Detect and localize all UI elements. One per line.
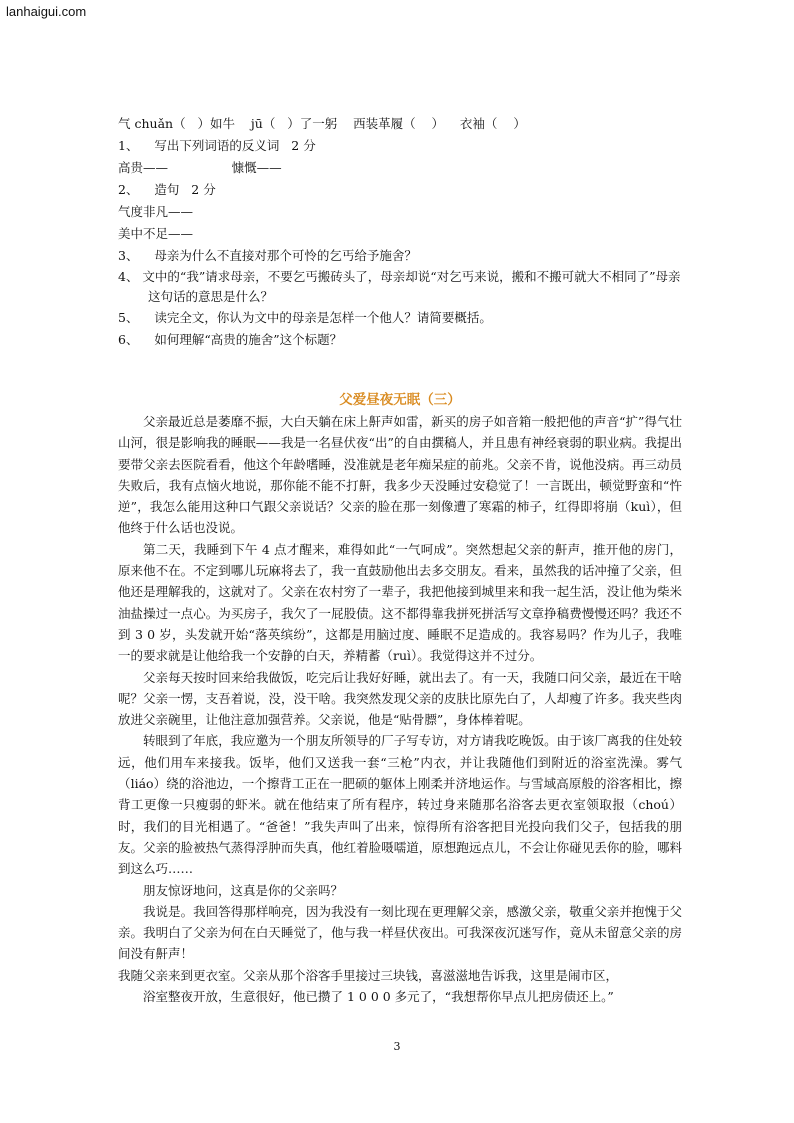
question-4: 4、 文中的“我”请求母亲，不要乞丐搬砖头了，母亲却说“对乞丐来说，搬和不搬可就大不相同了”母亲这句话的意思是什么？ <box>118 269 681 304</box>
question-5: 5、 读完全文，你认为文中的母亲是怎样一个他人？请简要概括。 <box>118 310 492 325</box>
page-number: 3 <box>393 1040 401 1053</box>
article-title: 父爱昼夜无眠（三） <box>339 392 461 408</box>
article-paragraph: 朋友惊讶地问，这真是你的父亲吗？ <box>143 882 344 898</box>
site-watermark: lanhaigui.com <box>6 4 87 19</box>
question-2: 2、 造句 2 分 <box>118 182 216 197</box>
article-paragraph: 第二天，我睡到下午 4 点才醒来，难得如此“一气呵成”。突然想起父亲的鼾声，推开他的房门，原来他不在。不定到哪儿玩麻将去了，我一直鼓励他出去多交朋友。看来，虽然我的话冲撞了父亲，但他还是理解我的，这就对了。父亲在农村穷了一辈子，我把他接到城里来和我一起生活，没让他为柴米油盐操过一点心。为买房子，我欠了一屁股债。这不都得靠我拼死拼活写文章挣稿费慢慢还吗？我还不到 3 0 岁，头发就开始“落英缤纷”，这都是用脑过度、睡眠不足造成的。我容易吗？作为儿子，我唯一的要求就是让他给我一个安静的白天，养精蓄（ruì）。我觉得这并不过分。 <box>118 541 682 664</box>
article-body <box>118 411 682 1007</box>
question-3: 3、 母亲为什么不直接对那个可怜的乞丐给予施舍？ <box>118 248 417 263</box>
question-2-item-b: 美中不足—— <box>118 226 194 241</box>
pinyin-fill-question: 气 chuǎn（ ）如牛 jū（ ）了一躬 西装革履（ ） 衣袖（ ） <box>118 116 526 131</box>
question-1-answers: 高贵—— 慷慨—— <box>118 160 282 175</box>
article-paragraph: 我随父亲来到更衣室。父亲从那个浴客手里接过三块钱，喜滋滋地告诉我，这里是闹市区， <box>118 967 619 983</box>
document-page <box>118 113 682 1007</box>
article-paragraph: 转眼到了年底，我应邀为一个朋友所领导的厂子写专访，对方请我吃晚饭。由于该厂离我的住处较远，他们用车来接我。饭毕，他们又送我一套“三枪”内衣，并让我随他们到附近的浴室洗澡。雾气（liáo）绕的浴池边，一个擦背工正在一肥硕的躯体上刚柔并济地运作。与雪域高原般的浴客相比，擦背工更像一只瘦弱的虾米。就在他结束了所有程序，转过身来随那名浴客去更衣室领取报（choú）时，我们的目光相遇了。“爸爸！”我失声叫了出来，惊得所有浴客把目光投向我们父子，包括我的朋友。父亲的脸被热气蒸得浮肿而失真，他红着脸嗫嚅道，原想跑远点儿，不会让你碰见丢你的脸，哪料到这么巧…… <box>118 733 682 877</box>
question-2-item-a: 气度非凡—— <box>118 204 194 219</box>
article-paragraph: 浴室整夜开放，生意很好，他已攒了 1 0 0 0 多元了，“我想帮你早点儿把房债还上。” <box>143 989 614 1005</box>
article-paragraph: 父亲最近总是萎靡不振，大白天躺在床上鼾声如雷，新买的房子如音箱一般把他的声音“扩”得气壮山河，很是影响我的睡眠——我是一名昼伏夜“出”的自由撰稿人，并且患有神经衰弱的职业病。我提出要带父亲去医院看看，他这个年龄嗜睡，没准就是老年痴呆症的前兆。父亲不肯，说他没病。再三动员失败后，我有点恼火地说，那你能不能不打鼾，我多少天没睡过安稳觉了！一言既出，顿觉野蛮和“忤逆”，我怎么能用这种口气跟父亲说话？父亲的脸在那一刻像遭了寒霜的柿子，红得即将崩（kuì），但他终于什么话也没说。 <box>118 414 682 536</box>
question-6: 6、 如何理解“高贵的施舍”这个标题？ <box>118 332 343 347</box>
question-1: 1、 写出下列词语的反义词 2 分 <box>118 138 316 153</box>
article-paragraph: 父亲每天按时回来给我做饭，吃完后让我好好睡，就出去了。有一天，我随口问父亲，最近在干啥呢？父亲一愣，支吾着说，没，没干啥。我突然发现父亲的皮肤比原先白了，人却瘦了许多。我夹些肉放进父亲碗里，让他注意加强营养。父亲说，他是“贴骨膘”，身体棒着呢。 <box>118 669 682 728</box>
questions-section <box>118 113 682 351</box>
article-paragraph: 我说是。我回答得那样响亮，因为我没有一刻比现在更理解父亲，感激父亲，敬重父亲并抱愧于父亲。我明白了父亲为何在白天睡觉了，他与我一样昼伏夜出。可我深夜沉迷写作，竟从未留意父亲的房间没有鼾声！ <box>118 903 682 962</box>
